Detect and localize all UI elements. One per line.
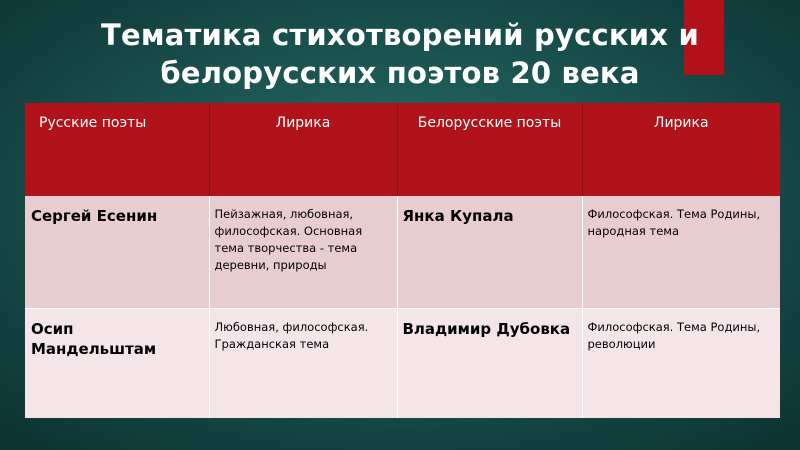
- russian-poet-cell: Сергей Есенин: [25, 196, 209, 308]
- slide-title-line-1: Тематика стихотворений русских и: [101, 18, 699, 52]
- header-russian-poets: Русские поэты: [25, 103, 209, 196]
- belarusian-lyrics-cell: Философская. Тема Родины, народная тема: [582, 196, 780, 308]
- belarusian-lyrics-cell: Философская. Тема Родины, революции: [582, 308, 780, 418]
- belarusian-poet-cell: Янка Купала: [397, 196, 582, 308]
- table-row: [25, 308, 780, 418]
- header-lyrics-belarusian: Лирика: [582, 103, 780, 196]
- header-belarusian-poets: Белорусские поэты: [397, 103, 582, 196]
- table-row: [25, 196, 780, 308]
- poets-table: [25, 103, 780, 418]
- slide-title-line-2: белорусских поэтов 20 века: [160, 56, 640, 90]
- russian-lyrics-cell: Пейзажная, любовная, философская. Основная тема творчества - тема деревни, природы: [209, 196, 397, 308]
- russian-lyrics-cell: Любовная, философская. Гражданская тема: [209, 308, 397, 418]
- header-lyrics-russian: Лирика: [209, 103, 397, 196]
- belarusian-poet-cell: Владимир Дубовка: [397, 308, 582, 418]
- russian-poet-cell: Осип Мандельштам: [25, 308, 209, 418]
- table-header-row: [25, 103, 780, 196]
- slide-title: [0, 16, 800, 92]
